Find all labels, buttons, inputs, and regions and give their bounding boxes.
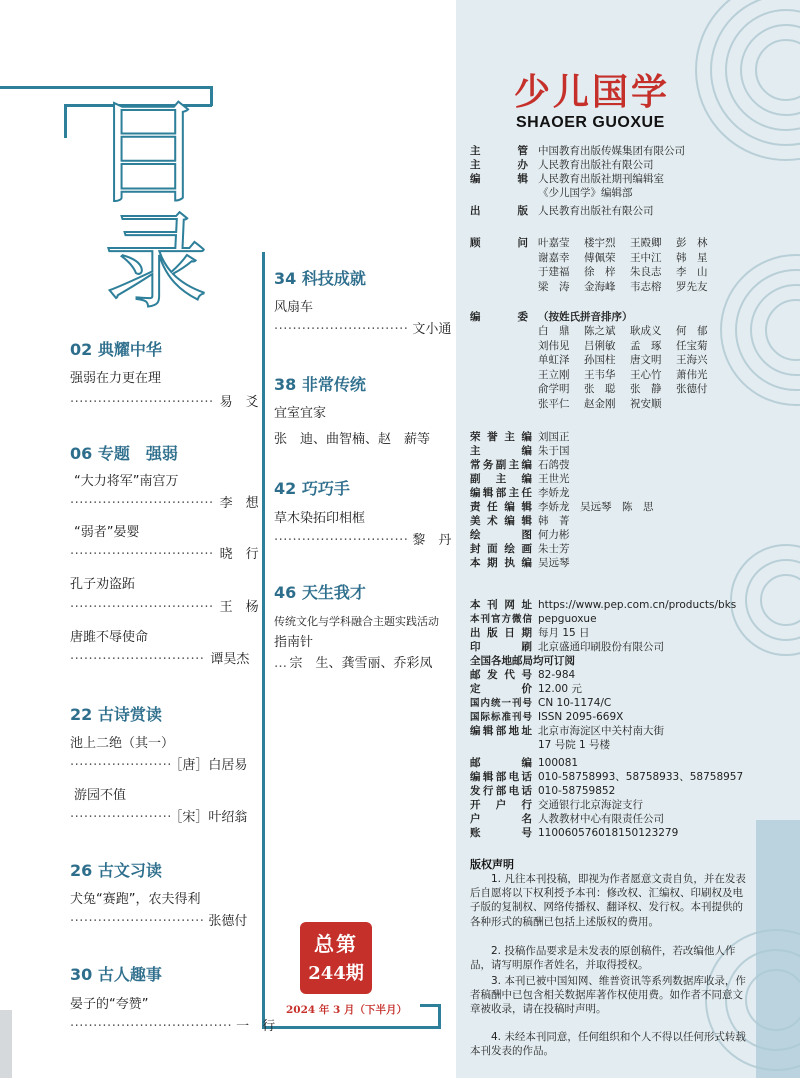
info-row: 邮 编 100081	[470, 757, 579, 769]
info-row: 全国各地邮局均可订阅	[470, 655, 575, 667]
staff-row: 本期执编 吴远琴	[470, 557, 570, 569]
article-title[interactable]: 犬兔“赛跑”，农夫得利	[70, 892, 201, 907]
article-author: ····························· 张德付	[70, 914, 248, 929]
article-author: ······························· 李 想	[70, 496, 259, 511]
staff-row: 常务副主编 石鸽弢	[470, 459, 570, 471]
org-row: 出 版 人民教育出版社有限公司	[470, 205, 654, 217]
article-author: ······················ ［宋］叶绍翁	[70, 810, 248, 825]
info-row: 本刊官方微信 pepguoxue	[470, 613, 597, 625]
org-row: 编 辑 人民教育出版社期刊编辑室	[470, 173, 664, 185]
side-strip	[0, 1010, 12, 1078]
copyright-paragraph-1: 1. 凡往本刊投稿，即视为作者愿意文责自负，并在发表后自愿将以下权利授予本刊：修改权、汇编权、印刷权及电子版的复制权、网络传播权、翻译权、发行权。本刊提供的各种形式的稿酬已包括上述版权的费用。	[470, 873, 746, 928]
frame-bottom-right	[438, 1006, 441, 1029]
section-06-title[interactable]: 06 专题 强弱	[70, 444, 178, 463]
frame-right-short	[210, 86, 213, 106]
advisors-label: 顾 问	[470, 237, 528, 249]
frame-bottom-right-stub	[420, 1004, 441, 1007]
section-46-title[interactable]: 46 天生我才	[274, 583, 366, 602]
info-row: 发行部电话 010-58759852	[470, 785, 616, 797]
staff-row: 荣誉主编 刘国正	[470, 431, 570, 443]
article-title[interactable]: 池上二绝（其一）	[70, 736, 175, 751]
article-title[interactable]: 传统文化与学科融合主题实践活动	[274, 615, 439, 628]
org-row: 主 办 人民教育出版社有限公司	[470, 159, 654, 171]
article-author: ····························· 黎 丹	[274, 533, 452, 548]
staff-row: 副 主 编 王世光	[470, 473, 570, 485]
staff-row: 责任编辑 李娇龙 吴远琴 陈 思	[470, 501, 654, 513]
advisors-list: 叶嘉莹 楼宇烈 王殿卿 彭 林 谢嘉幸 傅佩荣 王中江 韩 星 于建福 徐 梓 朱良志 李 山 梁 涛 金海峰 韦志榕 罗先友	[538, 237, 708, 293]
frame-bottom-line	[262, 1026, 440, 1029]
badge-line2: 244期	[308, 963, 364, 984]
info-row: 国际标准刊号 ISSN 2095-669X	[470, 711, 624, 723]
article-title[interactable]: 草木染拓印相框	[274, 511, 366, 526]
copyright-paragraph-3: 3. 本刊已被中国知网、维普资讯等系列数据库收录，作者稿酬中已包含相关数据库著作权使用费。如作者不同意文章被收录，请在投稿时声明。	[470, 975, 746, 1016]
article-title[interactable]: 宜室宜家	[274, 406, 327, 421]
info-row: 国内统一刊号 CN 10-1174/C	[470, 697, 612, 709]
info-row: 账 号 110060576018150123279	[470, 827, 679, 839]
info-row: 17 号院 1 号楼	[538, 739, 611, 751]
article-title[interactable]: 孔子劝盗跖	[70, 577, 136, 592]
section-02-title[interactable]: 02 典耀中华	[70, 340, 162, 359]
article-title[interactable]: “弱者”晏婴	[74, 525, 140, 540]
org-row: 主 管 中国教育出版传媒集团有限公司	[470, 145, 685, 157]
info-row: 定 价 12.00 元	[470, 683, 582, 695]
article-title[interactable]: 游园不值	[74, 788, 127, 803]
article-author: ······························· 晓 行	[70, 547, 259, 562]
staff-row: 封面绘画 朱士芳	[470, 543, 570, 555]
copyright-paragraph-2: 2. 投稿作品要求是未发表的原创稿件，若改编他人作品，请写明原作者姓名，并取得授权。	[470, 945, 736, 972]
org-row: 《少儿国学》编辑部	[538, 187, 633, 199]
section-26-title[interactable]: 26 古文习读	[70, 861, 162, 880]
info-row: 印 刷 北京盛通印刷股份有限公司	[470, 641, 664, 653]
frame-divider	[262, 252, 265, 1028]
info-row: 出版日期 每月 15 日	[470, 627, 590, 639]
editors-label: 编 委 （按姓氏拼音排序）	[470, 311, 633, 323]
magazine-logo-cn: 少儿国学	[514, 71, 671, 113]
article-title-line2[interactable]: 指南针	[274, 635, 314, 650]
section-38-title[interactable]: 38 非常传统	[274, 375, 366, 394]
info-row-website: 本刊网址 https://www.pep.com.cn/products/bks	[470, 599, 737, 611]
frame-left-drop	[64, 104, 67, 138]
article-title[interactable]: “大力将军”南宫万	[74, 474, 179, 489]
article-title[interactable]: 强弱在力更在理	[70, 371, 162, 386]
article-author: ······························· 王 杨	[70, 600, 259, 615]
article-author: ····························· 文小通	[274, 322, 452, 337]
issue-date: 2024 年 3 月（下半月）	[286, 1004, 407, 1016]
magazine-logo-en: SHAOER GUOXUE	[516, 114, 665, 131]
article-author: ····························· 谭昊杰	[70, 652, 250, 667]
info-row: 编辑部电话 010-58758993、58758933、58758957	[470, 771, 744, 783]
section-42-title[interactable]: 42 巧巧手	[274, 479, 350, 498]
issue-badge	[300, 922, 372, 994]
masthead	[456, 0, 800, 1078]
badge-line1: 总第	[314, 932, 358, 956]
section-22-title[interactable]: 22 古诗赏读	[70, 705, 162, 724]
article-title[interactable]: 风扇车	[274, 300, 314, 315]
copyright-paragraph-4: 4. 未经本刊同意，任何组织和个人不得以任何形式转载本刊发表的作品。	[470, 1031, 746, 1058]
staff-row: 绘 图 何力彬	[470, 529, 570, 541]
section-34-title[interactable]: 34 科技成就	[274, 269, 366, 288]
article-title[interactable]: 晏子的“夸赞”	[70, 997, 149, 1012]
info-row: 邮发代号 82-984	[470, 669, 576, 681]
article-author: … 宗 生、龚雪丽、乔彩凤	[274, 656, 433, 671]
staff-row: 编辑部主任 李娇龙	[470, 487, 570, 499]
staff-row: 美术编辑 韩 菁	[470, 515, 570, 527]
staff-row: 主 编 朱于国	[470, 445, 570, 457]
article-author: 张 迪、曲智楠、赵 薪等	[274, 432, 431, 447]
article-author: ······················ ［唐］白居易	[70, 758, 248, 773]
info-row: 编辑部地址 北京市海淀区中关村南大街	[470, 725, 664, 737]
section-30-title[interactable]: 30 古人趣事	[70, 965, 162, 984]
article-title[interactable]: 唐雎不辱使命	[70, 630, 149, 645]
article-author: ··································· 一 行	[70, 1019, 276, 1034]
title-char-lu: 录	[104, 201, 209, 323]
copyright-title: 版权声明	[470, 858, 514, 871]
info-row: 开 户 行 交通银行北京海淀支行	[470, 799, 643, 811]
title-char-mu: 目	[92, 89, 204, 219]
article-author: ······························· 易 爻	[70, 395, 259, 410]
info-row: 户 名 人教教材中心有限责任公司	[470, 813, 664, 825]
editors-list: 白 鼎 陈之斌 耿成义 何 郁 刘伟见 吕俐敏 孟 琢 任宝菊 单虹泽 孙国柱 唐文明 王海兴 王立刚 王韦华 王心竹 萧伟光 俞学明 张 聪 张 静 张德付 张平仁 赵金刚 祝安顺	[538, 325, 708, 410]
